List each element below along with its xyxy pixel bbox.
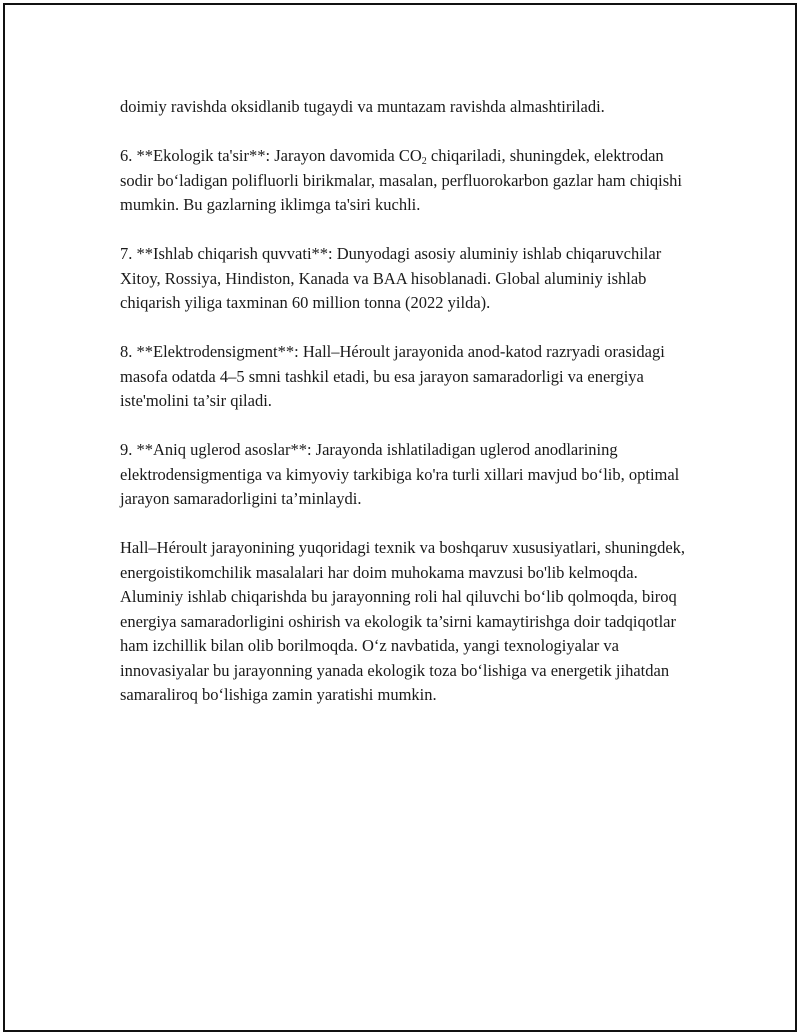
paragraph-electrode-distance: 8. **Elektrodensigment**: Hall–Héroult jarayonida anod-katod razryadi orasidagi masofa odatda 4–5 smni tashkil etadi, bu esa jarayon samaradorligi va energiya iste'molini ta’sir qiladi. [120, 342, 665, 410]
document-page [3, 3, 797, 1032]
paragraph-carbon-anodes: 9. **Aniq uglerod asoslar**: Jarayonda ishlatiladigan uglerod anodlarining elektrodensigmentiga va kimyoviy tarkibiga ko'ra turli xillari mavjud bo‘lib, optimal jarayon samaradorligini ta’minlaydi. [120, 440, 680, 508]
paragraph-conclusion: Hall–Héroult jarayonining yuqoridagi texnik va boshqaruv xususiyatlari, shuningdek, energoistikomchilik masalalari har doim muhokama mavzusi bo'lib kelmoqda. Aluminiy ishlab chiqarishda bu jarayonning roli hal qiluvchi bo‘lib qolmoqda, biroq energiya samaradorligini oshirish va ekologik ta’sirni kamaytirishga doir tadqiqotlar ham izchillik bilan olib borilmoqda. O‘z navbatida, yangi texnologiyalar va innovasiyalar bu jarayonning yanada ekologik toza bo‘lishiga va energetik jihatdan samaraliroq bo‘lishiga zamin yaratishi mumkin. [120, 538, 686, 704]
document-body [120, 95, 700, 732]
co2-subscript: 2 [421, 156, 427, 167]
paragraph-ecological-impact-start: 6. **Ekologik ta'sir**: Jarayon davomida CO [120, 146, 422, 165]
paragraph-ecological-impact-end: chiqariladi, shuningdek, elektrodan sodir bo‘ladigan polifluorli birikmalar, masalan, perfluorokarbon gazlar ham chiqishi mumkin. Bu gazlarning iklimga ta'siri kuchli. [120, 146, 683, 214]
paragraph-ecological-impact [120, 144, 700, 218]
paragraph-production-capacity: 7. **Ishlab chiqarish quvvati**: Dunyodagi asosiy aluminiy ishlab chiqaruvchilar Xitoy, Rossiya, Hindiston, Kanada va BAA hisoblanadi. Global aluminiy ishlab chiqarish yiliga taxminan 60 million tonna (2022 yilda). [120, 244, 662, 312]
paragraph-continuation: doimiy ravishda oksidlanib tugaydi va muntazam ravishda almashtiriladi. [120, 97, 605, 116]
